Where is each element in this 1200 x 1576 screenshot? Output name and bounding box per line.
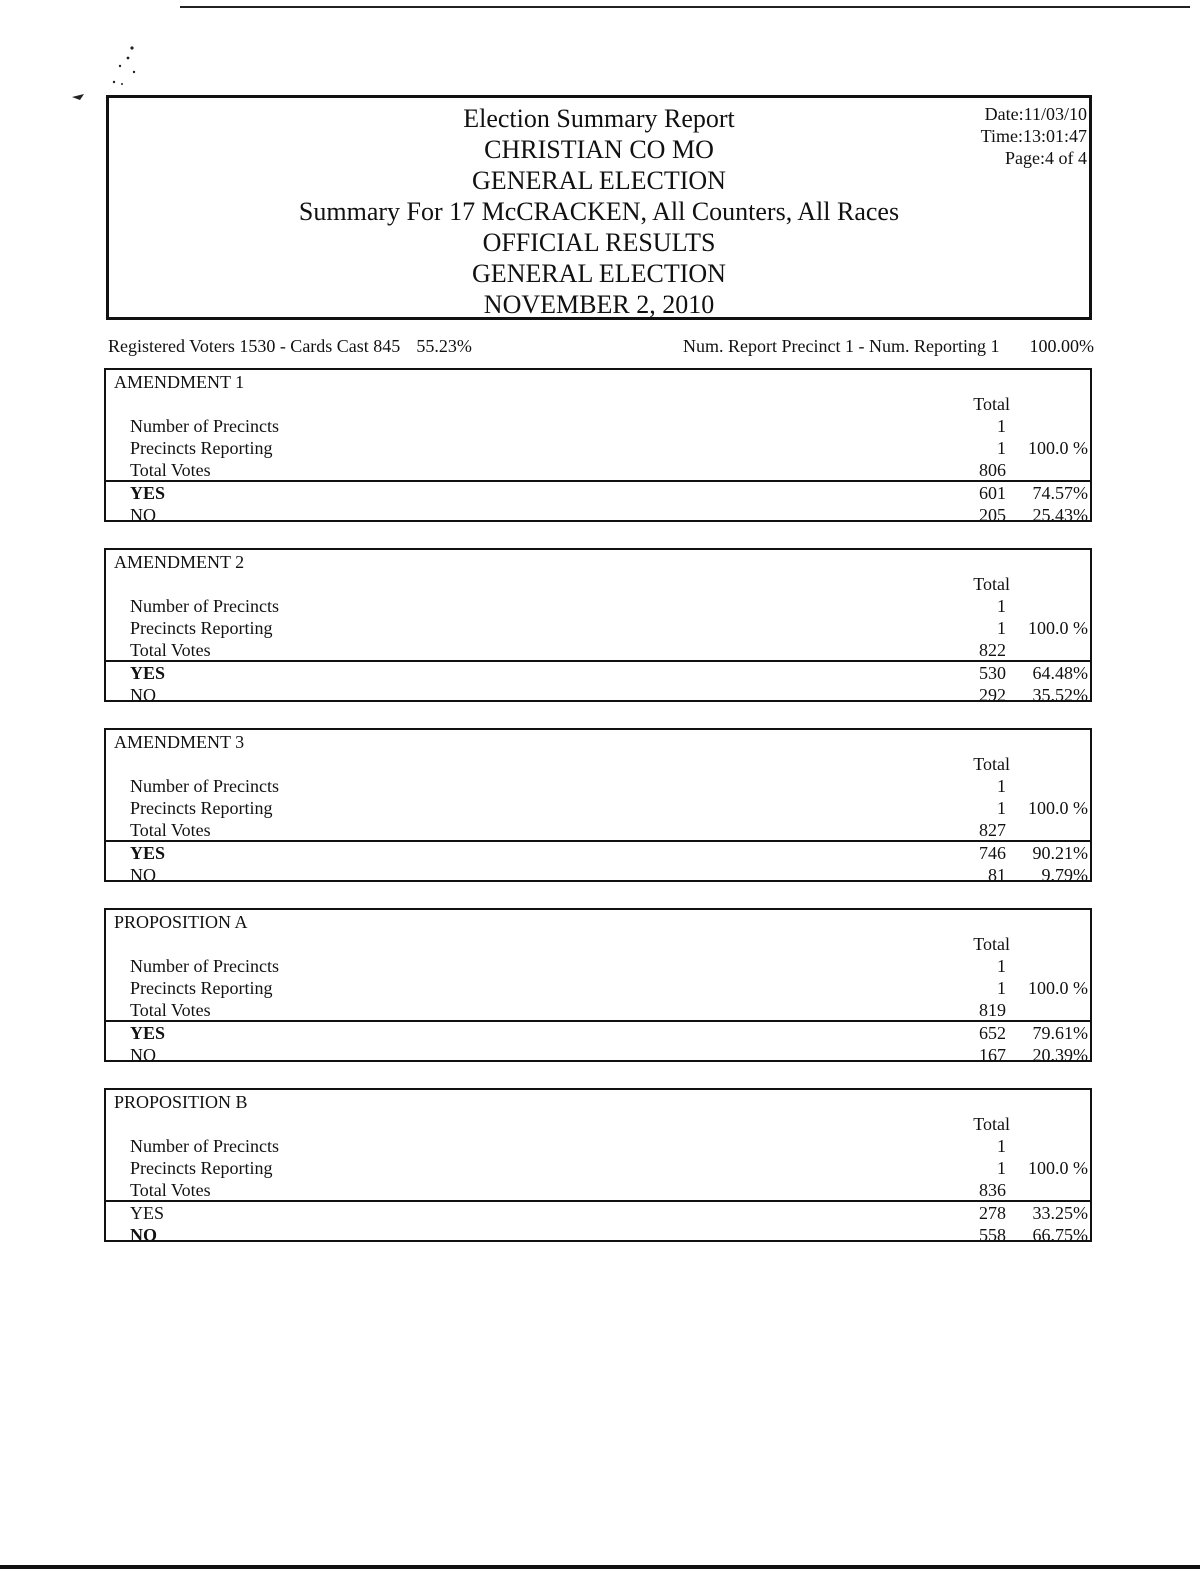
row-label: Precincts Reporting <box>130 438 273 458</box>
row-value: 278 <box>979 1203 1006 1223</box>
row-value: 1 <box>997 618 1006 638</box>
row-label: YES <box>130 663 166 683</box>
result-row <box>106 1158 1090 1180</box>
row-value: 806 <box>979 460 1006 480</box>
result-row <box>106 438 1090 460</box>
reporting-percent: 100.00% <box>1029 336 1094 356</box>
result-row <box>106 1203 1090 1225</box>
row-value: 827 <box>979 820 1006 840</box>
row-label: NO <box>130 685 156 705</box>
scan-top-edge-line <box>180 6 1190 8</box>
result-row <box>106 1180 1090 1202</box>
total-column-label: Total <box>973 934 1010 954</box>
row-value: 205 <box>979 505 1006 525</box>
row-value: 652 <box>979 1023 1006 1043</box>
row-percent: 100.0 % <box>1028 438 1088 458</box>
row-value: 1 <box>997 776 1006 796</box>
race-block <box>104 368 1092 525</box>
row-value: 1 <box>997 596 1006 616</box>
row-label: Total Votes <box>130 640 211 660</box>
race-block <box>104 908 1092 1065</box>
report-title: Election Summary Report <box>463 104 735 133</box>
result-row <box>106 865 1090 887</box>
race-block <box>104 728 1092 885</box>
report-header <box>106 95 1092 320</box>
row-value: 1 <box>997 978 1006 998</box>
result-row <box>106 798 1090 820</box>
row-label: NO <box>130 865 156 885</box>
row-percent: 79.61% <box>1032 1023 1088 1043</box>
row-label: YES <box>130 1023 166 1043</box>
race-title: AMENDMENT 2 <box>114 552 245 572</box>
row-value: 81 <box>988 865 1006 885</box>
row-label: NO <box>130 1045 156 1065</box>
row-label: Total Votes <box>130 1180 211 1200</box>
race-block <box>104 548 1092 705</box>
results-status: OFFICIAL RESULTS <box>482 228 716 257</box>
result-row <box>106 1023 1090 1045</box>
registered-voters-text: Registered Voters 1530 - Cards Cast 845 <box>108 336 401 356</box>
turnout-percent: 55.23% <box>416 336 472 356</box>
election-name: GENERAL ELECTION <box>472 166 726 195</box>
row-value: 1 <box>997 1158 1006 1178</box>
row-percent: 9.79% <box>1041 865 1088 885</box>
total-column-label: Total <box>973 574 1010 594</box>
row-value: 1 <box>997 1136 1006 1156</box>
header-title-block <box>109 103 1089 320</box>
election-date: NOVEMBER 2, 2010 <box>483 290 715 319</box>
row-label: YES <box>130 1203 165 1223</box>
row-percent: 64.48% <box>1032 663 1088 683</box>
row-value: 1 <box>997 416 1006 436</box>
race-title: PROPOSITION A <box>114 912 248 932</box>
row-label: YES <box>130 843 166 863</box>
result-row <box>106 505 1090 527</box>
result-row <box>106 483 1090 505</box>
result-row <box>106 843 1090 865</box>
result-row <box>106 618 1090 640</box>
page-number: Page:4 of 4 <box>1005 148 1087 168</box>
row-percent: 100.0 % <box>1028 618 1088 638</box>
result-row <box>106 663 1090 685</box>
result-row <box>106 978 1090 1000</box>
report-meta <box>981 103 1087 169</box>
result-row <box>106 1136 1090 1158</box>
result-row <box>106 460 1090 482</box>
row-label: Number of Precincts <box>130 776 279 796</box>
summary-scope: Summary For 17 McCRACKEN, All Counters, All Races <box>298 197 900 226</box>
result-row <box>106 640 1090 662</box>
total-column-label: Total <box>973 1114 1010 1134</box>
result-row <box>106 1045 1090 1067</box>
row-label: Precincts Reporting <box>130 1158 273 1178</box>
result-row <box>106 1225 1090 1247</box>
precinct-reporting <box>683 336 1094 357</box>
row-label: Precincts Reporting <box>130 798 273 818</box>
row-label: Total Votes <box>130 460 211 480</box>
row-percent: 33.25% <box>1032 1203 1088 1223</box>
row-value: 836 <box>979 1180 1006 1200</box>
reporting-text: Num. Report Precinct 1 - Num. Reporting 1 <box>683 336 1000 356</box>
row-label: NO <box>130 505 156 525</box>
row-label: Total Votes <box>130 1000 211 1020</box>
row-percent: 66.75% <box>1032 1225 1088 1245</box>
row-percent: 90.21% <box>1032 843 1088 863</box>
row-value: 292 <box>979 685 1006 705</box>
row-value: 822 <box>979 640 1006 660</box>
row-percent: 100.0 % <box>1028 798 1088 818</box>
report-time: Time:13:01:47 <box>980 126 1087 146</box>
race-title: AMENDMENT 1 <box>114 372 245 392</box>
row-value: 558 <box>979 1225 1006 1245</box>
row-label: Number of Precincts <box>130 1136 279 1156</box>
report-date: Date:11/03/10 <box>984 104 1087 124</box>
result-row <box>106 1000 1090 1022</box>
row-value: 530 <box>979 663 1006 683</box>
race-title: AMENDMENT 3 <box>114 732 245 752</box>
row-label: Precincts Reporting <box>130 978 273 998</box>
row-value: 1 <box>997 438 1006 458</box>
row-percent: 100.0 % <box>1028 978 1088 998</box>
row-label: NO <box>130 1225 157 1245</box>
total-column-label: Total <box>973 394 1010 414</box>
row-value: 1 <box>997 956 1006 976</box>
result-row <box>106 596 1090 618</box>
turnout-summary <box>108 336 1094 360</box>
row-percent: 20.39% <box>1032 1045 1088 1065</box>
row-label: YES <box>130 483 166 503</box>
election-name-repeat: GENERAL ELECTION <box>472 259 726 288</box>
county-name: CHRISTIAN CO MO <box>484 135 714 164</box>
scan-bottom-edge <box>0 1565 1200 1569</box>
row-label: Total Votes <box>130 820 211 840</box>
row-percent: 25.43% <box>1032 505 1088 525</box>
voter-turnout <box>108 336 472 357</box>
row-percent: 100.0 % <box>1028 1158 1088 1178</box>
result-row <box>106 776 1090 798</box>
result-row <box>106 416 1090 438</box>
row-label: Number of Precincts <box>130 596 279 616</box>
row-value: 167 <box>979 1045 1006 1065</box>
result-row <box>106 820 1090 842</box>
row-label: Number of Precincts <box>130 956 279 976</box>
row-value: 819 <box>979 1000 1006 1020</box>
row-label: Precincts Reporting <box>130 618 273 638</box>
total-column-label: Total <box>973 754 1010 774</box>
row-percent: 74.57% <box>1032 483 1088 503</box>
result-row <box>106 685 1090 707</box>
row-value: 1 <box>997 798 1006 818</box>
row-label: Number of Precincts <box>130 416 279 436</box>
row-percent: 35.52% <box>1032 685 1088 705</box>
race-block <box>104 1088 1092 1245</box>
result-row <box>106 956 1090 978</box>
row-value: 746 <box>979 843 1006 863</box>
row-value: 601 <box>979 483 1006 503</box>
race-title: PROPOSITION B <box>114 1092 248 1112</box>
